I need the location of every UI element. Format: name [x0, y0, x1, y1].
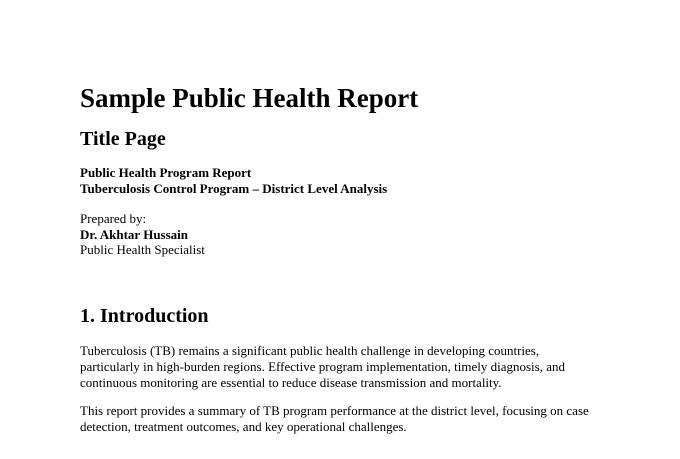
- prepared-by-label: Prepared by:: [80, 211, 147, 226]
- author-role: Public Health Specialist: [80, 242, 205, 257]
- intro-paragraph-2: This report provides a summary of TB program performance at the district level, focusing on case detection, treatment outcomes, and key operational challenges.: [80, 403, 589, 434]
- intro-paragraph-1: Tuberculosis (TB) remains a significant public health challenge in developing countries, particularly in high-burden regions. Effective program implementation, timely diagnosis, and continuous monitoring are essential to reduce disease transmission and mortality.: [80, 343, 565, 390]
- introduction-heading: 1. Introduction: [80, 305, 209, 327]
- report-subtitle-line1: Public Health Program Report: [80, 165, 252, 180]
- report-subtitle-line2: Tuberculosis Control Program – District Level Analysis: [80, 181, 388, 196]
- report-title: Sample Public Health Report: [80, 83, 419, 113]
- title-page-heading: Title Page: [80, 128, 166, 150]
- author-name: Dr. Akhtar Hussain: [80, 227, 189, 242]
